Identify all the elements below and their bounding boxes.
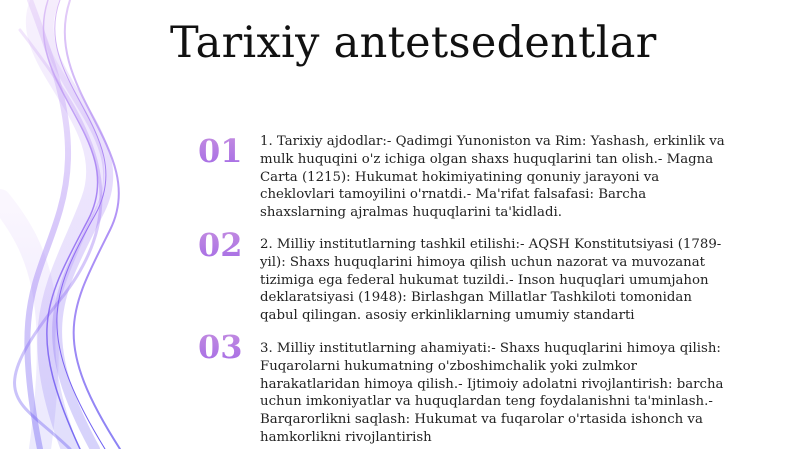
item-paragraph-3: 3. Milliy institutlarning ahamiyati:- Shaxs huquqlarini himoya qilish: Fuqarolarni hukumatning o'zboshimchalik yoki zulmkor harakatlaridan himoya qilish.- Ijtimoiy adolatni rivojlantirish: barcha uchun imkoniyatlar va huquqlardan teng foydalanishni ta'minlash.- Barqarorlikni saqlash: Hukumat va fuqarolar o'rtasida ishonch va hamkorlikni rivojlantirish [260, 341, 724, 445]
item-number-02: 02 [198, 226, 243, 264]
slide-title: Tarixiy antetsedentlar [170, 18, 657, 68]
item-paragraph-1: 1. Tarixiy ajdodlar:- Qadimgi Yunoniston va Rim: Yashash, erkinlik va mulk huquqini o'z ichiga olgan shaxs huquqlarini tan olish.- Magna Carta (1215): Hukumat hokimiyatining qonuniy jarayoni va cheklovlari tamoyilini o'rnatdi.- Ma'rifat falsafasi: Barcha shaxslarning ajralmas huquqlarini ta'kidladi. [260, 134, 725, 221]
item-paragraph-2: 2. Milliy institutlarning tashkil etilishi:- AQSH Konstitutsiyasi (1789-yil): Shaxs huquqlarini himoya qilish uchun nazorat va muvozanat tizimiga ega federal hukumat tuzildi.- Inson huquqlari umumjahon deklaratsiyasi (1948): Birlashgan Millatlar Tashkiloti tomonidan qabul qilingan. asosiy erkinliklarning umumiy standarti [260, 237, 722, 324]
item-number-01: 01 [198, 132, 243, 170]
item-number-03: 03 [198, 328, 243, 366]
